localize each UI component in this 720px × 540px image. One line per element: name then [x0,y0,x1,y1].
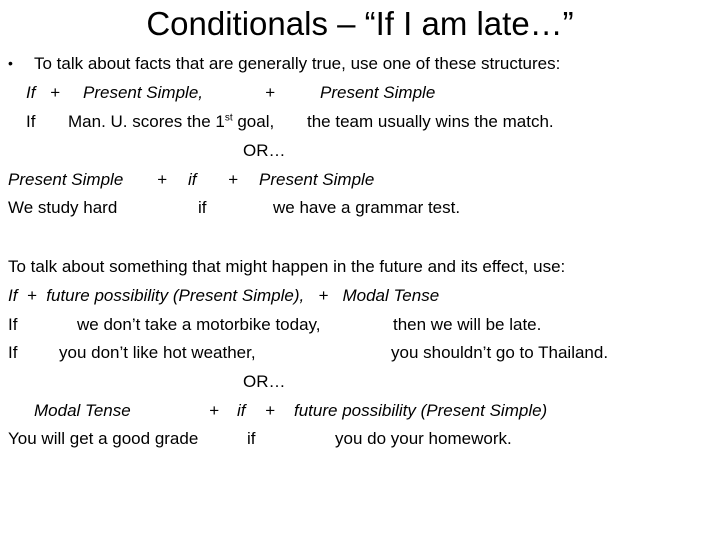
s2-structure2-part2: future possibility (Present Simple) [294,401,548,420]
s2-example3-if: if [247,429,256,448]
s2-example2-clause-a: you don’t like hot weather, [59,343,256,362]
section2-or: OR… [243,372,286,391]
example2-clause-a: We study hard [8,198,118,217]
example2-if: if [198,198,207,217]
structure1-if: If [26,83,36,102]
s2-example3-clause-b: you do your homework. [335,429,512,448]
section1-or: OR… [243,141,286,160]
section2-intro: To talk about something that might happen in the future and its effect, use: [8,257,566,276]
s2-example1-if: If [8,315,18,334]
structure2-plus1: + [157,170,167,189]
example2-clause-b: we have a grammar test. [273,198,461,217]
example1-if: If [26,112,36,131]
section1-intro: To talk about facts that are generally true, use one of these structures: [34,54,561,73]
structure1-part2: Present Simple [320,83,436,102]
s2-structure2-plus2: + [265,401,275,420]
structure1-plus2: + [265,83,275,102]
slide-title: Conditionals – “If I am late…” [146,5,574,42]
s2-example2-clause-b: you shouldn’t go to Thailand. [391,343,609,362]
structure2-part1: Present Simple [8,170,124,189]
s2-structure2-if: if [237,401,246,420]
bullet-icon: • [8,55,13,71]
s2-structure2-plus1: + [209,401,219,420]
s2-example2-if: If [8,343,18,362]
structure1-part1: Present Simple, [83,83,203,102]
section2-structure1: If + future possibility (Present Simple), + Modal Tense [8,286,440,305]
s2-example3-clause-a: You will get a good grade [8,429,199,448]
s2-example1-clause-a: we don’t take a motorbike today, [77,315,321,334]
structure2-part2: Present Simple [259,170,375,189]
structure2-plus2: + [228,170,238,189]
s2-structure2-part1: Modal Tense [34,401,131,420]
s2-example1-clause-b: then we will be late. [393,315,542,334]
structure2-if: if [188,170,197,189]
structure1-plus: + [50,83,60,102]
ordinal-suffix: st [224,112,233,124]
example1-clause-a: Man. U. scores the 1st goal, [68,112,275,131]
example1-clause-b: the team usually wins the match. [307,112,554,131]
